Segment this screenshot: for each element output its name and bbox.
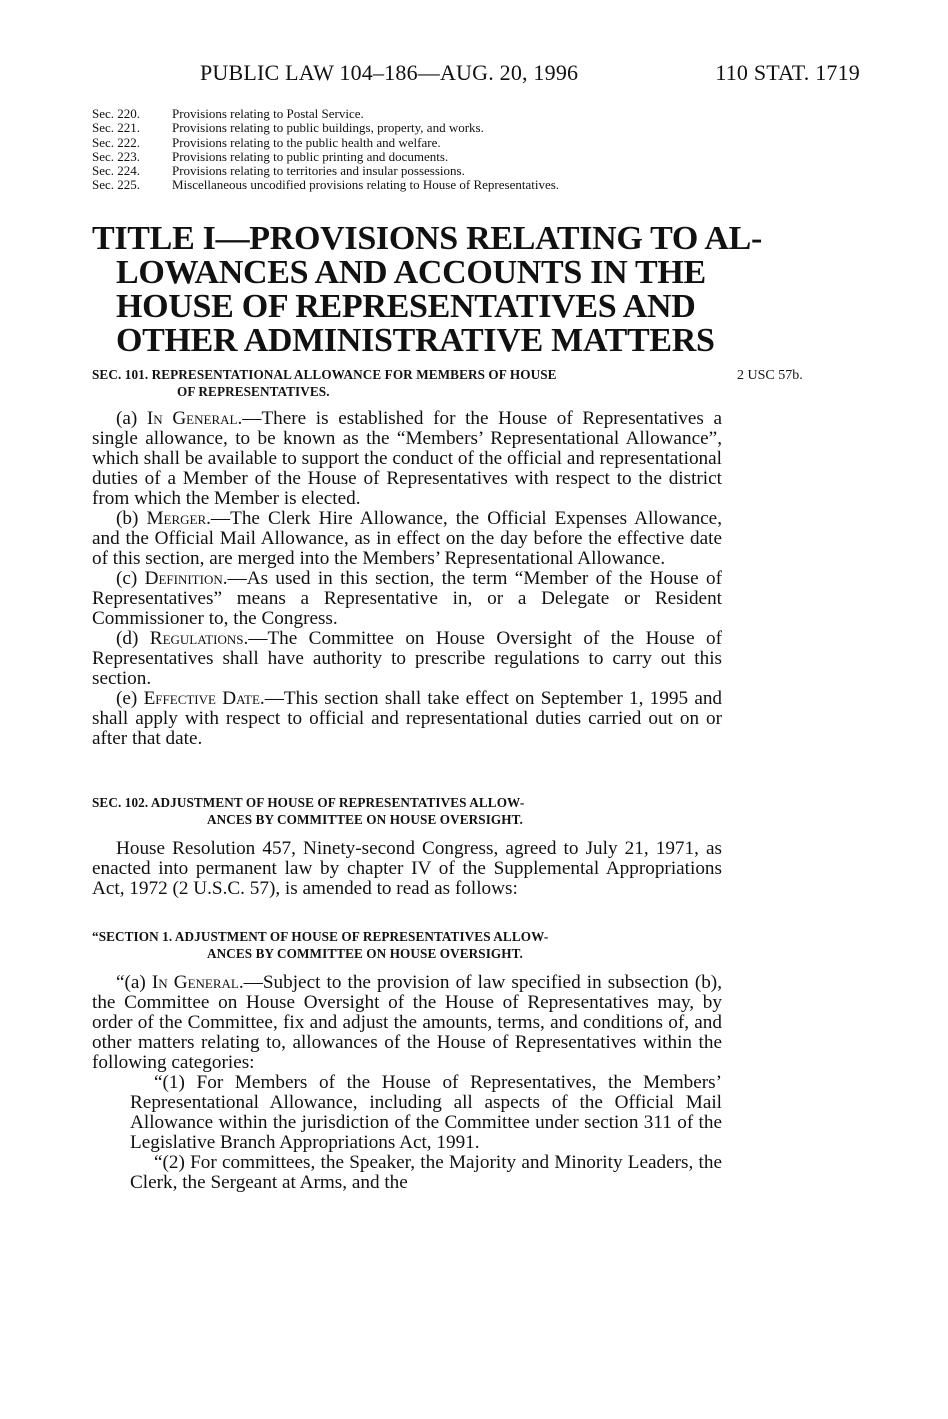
- subsection-b: (b) Merger.—The Clerk Hire Allowance, the Official Expenses Allowance, and the Official Mail Allowance, as in effect on the day before the effective date of this section, are merged into the Members’ Representational Allowance.: [92, 508, 722, 569]
- title-line: TITLE I—PROVISIONS RELATING TO AL-: [92, 220, 762, 257]
- heading-line: SEC. 101. REPRESENTATIONAL ALLOWANCE FOR MEMBERS OF HOUSE: [92, 367, 557, 382]
- section-101-heading: [92, 367, 722, 400]
- toc-row: [92, 136, 732, 150]
- toc-text: Provisions relating to Postal Service.: [172, 106, 364, 121]
- toc-text: Miscellaneous uncodified provisions relating to House of Representatives.: [172, 177, 560, 193]
- title-heading: [92, 220, 762, 359]
- toc-row: [92, 164, 732, 178]
- title-line: HOUSE OF REPRESENTATIVES AND: [116, 288, 696, 325]
- toc-row: [92, 121, 732, 135]
- paragraph-1: “(1) For Members of the House of Representatives, the Members’ Representational Allowance, including all aspects of the Official Mail Allowance within the jurisdiction of the Committee under section 311 of the Legislative Branch Appropriations Act, 1991.: [130, 1072, 722, 1153]
- toc-number: Sec. 224.: [92, 163, 141, 179]
- quoted-section-1-heading: [92, 929, 722, 962]
- running-head: PUBLIC LAW 104–186—AUG. 20, 1996: [200, 60, 579, 85]
- section-102-body: [92, 839, 722, 899]
- toc-number: Sec. 220.: [92, 106, 141, 121]
- toc-row: [92, 150, 732, 164]
- paragraph-2: “(2) For committees, the Speaker, the Majority and Minority Leaders, the Clerk, the Sergeant at Arms, and the: [130, 1152, 722, 1193]
- margin-citation: 2 USC 57b.: [737, 368, 803, 383]
- subsection-e: (e) Effective Date.—This section shall take effect on September 1, 1995 and shall apply with respect to official and representational duties carried out on or after that date.: [92, 688, 723, 749]
- subsection-a: (a) In General.—There is established for the House of Representatives a single allowance, to be known as the “Members’ Representational Allowance”, which shall be available to support the conduct of the official and representational duties of a Member of the House of Representatives with respect to the district from which the Member is elected.: [92, 408, 722, 509]
- quoted-section-1-body: [92, 973, 722, 1193]
- title-line: OTHER ADMINISTRATIVE MATTERS: [116, 322, 715, 359]
- paragraph-list: [92, 1073, 722, 1193]
- section-102-intro: House Resolution 457, Ninety-second Congress, agreed to July 21, 1971, as enacted into permanent law by chapter IV of the Supplemental Appropriations Act, 1972 (2 U.S.C. 57), is amended to read as follows:: [92, 838, 722, 899]
- toc-number: Sec. 221.: [92, 120, 141, 136]
- quoted-subsection-a: “(a) In General.—Subject to the provision of law specified in subsection (b), the Committee on House Oversight of the House of Representatives may, by order of the Committee, fix and adjust the amounts, terms, and conditions of, and other matters relating to, allowances of the House of Representatives within the following categories:: [92, 972, 722, 1073]
- toc-number: Sec. 223.: [92, 148, 141, 164]
- heading-line: OF REPRESENTATIVES.: [177, 383, 330, 399]
- table-of-contents: [92, 107, 732, 193]
- heading-line: SEC. 102. ADJUSTMENT OF HOUSE OF REPRESENTATIVES ALLOW-: [92, 795, 525, 810]
- toc-text: Provisions relating to public printing and documents.: [172, 148, 449, 164]
- title-line: LOWANCES AND ACCOUNTS IN THE: [116, 254, 706, 291]
- toc-row: [92, 178, 732, 192]
- section-101-body: [92, 409, 722, 749]
- statute-page-number: 110 STAT. 1719: [715, 60, 860, 85]
- toc-number: Sec. 222.: [92, 134, 141, 150]
- heading-line: “SECTION 1. ADJUSTMENT OF HOUSE OF REPRESENTATIVES ALLOW-: [92, 929, 549, 944]
- heading-line: ANCES BY COMMITTEE ON HOUSE OVERSIGHT.: [207, 811, 523, 827]
- toc-text: Provisions relating to the public health and welfare.: [172, 134, 441, 150]
- subsection-c: (c) Definition.—As used in this section, the term “Member of the House of Representatives” means a Representative in, or a Delegate or Resident Commissioner to, the Congress.: [92, 568, 722, 629]
- heading-line: ANCES BY COMMITTEE ON HOUSE OVERSIGHT.: [207, 945, 523, 961]
- toc-row: [92, 107, 732, 121]
- section-102-heading: [92, 795, 722, 828]
- toc-text: Provisions relating to territories and insular possessions.: [172, 163, 465, 179]
- toc-text: Provisions relating to public buildings, property, and works.: [172, 120, 484, 136]
- toc-number: Sec. 225.: [92, 177, 141, 193]
- subsection-d: (d) Regulations.—The Committee on House Oversight of the House of Representatives shall have authority to prescribe regulations to carry out this section.: [92, 628, 722, 689]
